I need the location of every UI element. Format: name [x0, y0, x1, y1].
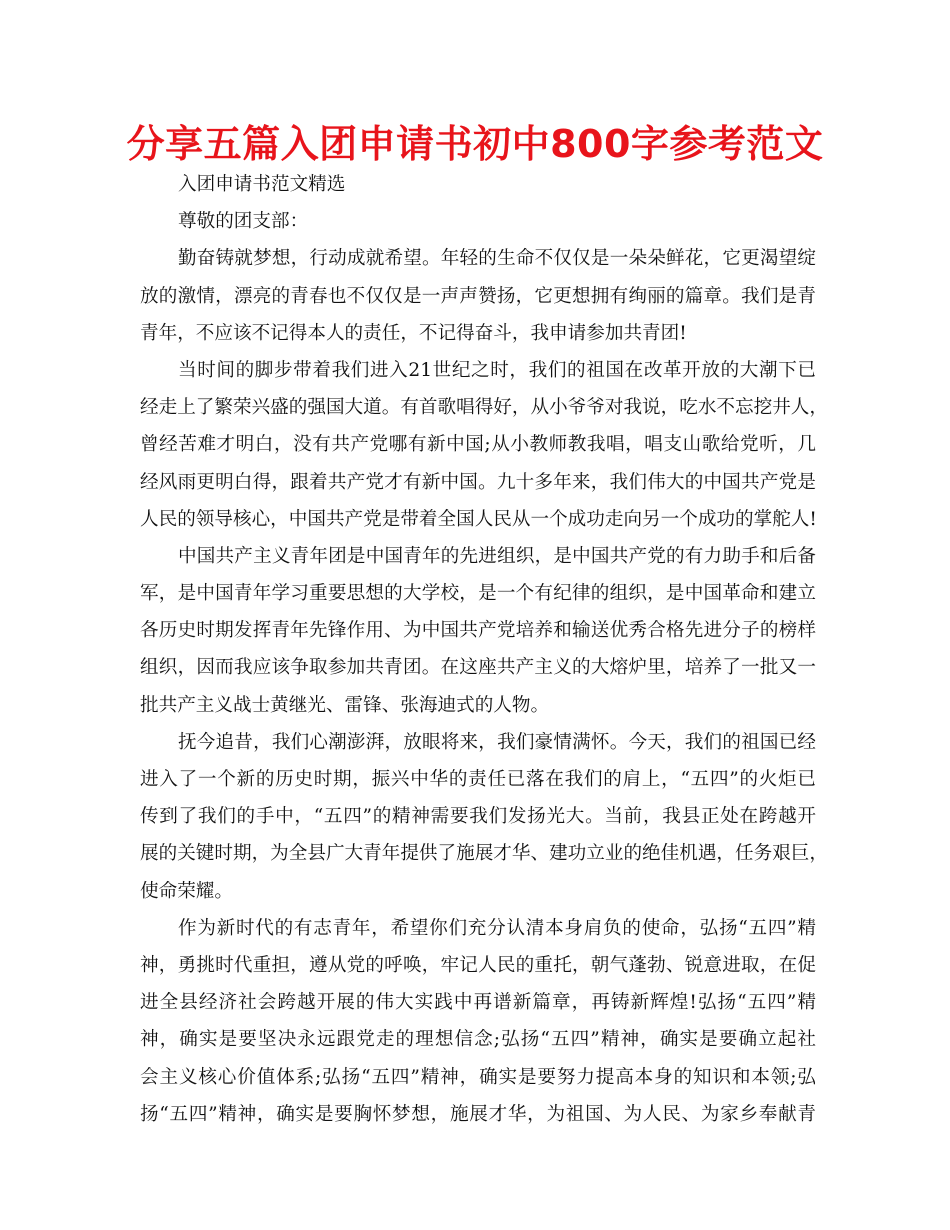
- paragraph-line: 抚今追昔，我们心潮澎湃，放眼将来，我们豪情满怀。今天，我们的祖国已经: [178, 731, 816, 753]
- paragraph-line: 使命荣耀。: [140, 880, 233, 902]
- paragraph-line: 展的关键时期，为全县广大青年提供了施展才华、建功立业的绝佳机遇，任务艰巨，: [140, 843, 828, 865]
- paragraph-line: 批共产主义战士黄继光、雷锋、张海迪式的人物。: [140, 694, 550, 716]
- paragraph-line: 曾经苦难才明白，没有共产党哪有新中国;从小教师教我唱，唱支山歌给党听，几: [140, 434, 816, 456]
- document-title: 分享五篇入团申请书初中800字参考范文: [126, 122, 824, 166]
- paragraph-line: 传到了我们的手中，“五四”的精神需要我们发扬光大。当前，我县正处在跨越开: [140, 806, 816, 828]
- paragraph-line: 当时间的脚步带着我们进入21世纪之时，我们的祖国在改革开放的大潮下已: [178, 359, 816, 381]
- paragraph-line: 中国共产主义青年团是中国青年的先进组织，是中国共产党的有力助手和后备: [178, 545, 816, 567]
- paragraph-line: 经走上了繁荣兴盛的强国大道。有首歌唱得好，从小爷爷对我说，吃水不忘挖井人，: [140, 397, 828, 419]
- document-body: [140, 166, 828, 1133]
- paragraph-line: 神，勇挑时代重担，遵从党的呼唤，牢记人民的重托，朝气蓬勃、锐意进取，在促: [140, 954, 816, 976]
- paragraph-line: 放的激情，漂亮的青春也不仅仅是一声声赞扬，它更想拥有绚丽的篇章。我们是青: [140, 285, 816, 307]
- paragraph-line: 勤奋铸就梦想，行动成就希望。年轻的生命不仅仅是一朵朵鲜花，它更渴望绽: [178, 248, 816, 270]
- paragraph-line: 进全县经济社会跨越开展的伟大实践中再谱新篇章，再铸新辉煌!弘扬“五四”精: [140, 992, 816, 1014]
- paragraph-line: 神，确实是要坚决永远跟党走的理想信念;弘扬“五四”精神，确实是要确立起社: [140, 1029, 816, 1051]
- paragraph-line: 各历史时期发挥青年先锋作用、为中国共产党培养和输送优秀合格先进分子的榜样: [140, 620, 816, 642]
- paragraph-line: 入团申请书范文精选: [178, 174, 346, 195]
- paragraph-line: 军，是中国青年学习重要思想的大学校，是一个有纪律的组织，是中国革命和建立: [140, 583, 816, 605]
- paragraph-line: 组织，因而我应该争取参加共青团。在这座共产主义的大熔炉里，培养了一批又一: [140, 657, 816, 679]
- paragraph-line: 会主义核心价值体系;弘扬“五四”精神，确实是要努力提高本身的知识和本领;弘: [140, 1066, 816, 1088]
- paragraph-line: 扬“五四”精神，确实是要胸怀梦想，施展才华，为祖国、为人民、为家乡奉献青: [140, 1103, 816, 1125]
- paragraph-line: 作为新时代的有志青年，希望你们充分认清本身肩负的使命，弘扬“五四”精: [178, 917, 816, 939]
- paragraph-line: 人民的领导核心，中国共产党是带着全国人民从一个成功走向另一个成功的掌舵人!: [140, 508, 817, 530]
- paragraph-line: 经风雨更明白得，跟着共产党才有新中国。九十多年来，我们伟大的中国共产党是: [140, 471, 816, 493]
- paragraph-line: 尊敬的团支部：: [178, 211, 309, 233]
- paragraph-line: 进入了一个新的历史时期，振兴中华的责任已落在我们的肩上，“五四”的火炬已: [140, 769, 816, 790]
- paragraph-line: 青年，不应该不记得本人的责任，不记得奋斗，我申请参加共青团!: [140, 322, 687, 344]
